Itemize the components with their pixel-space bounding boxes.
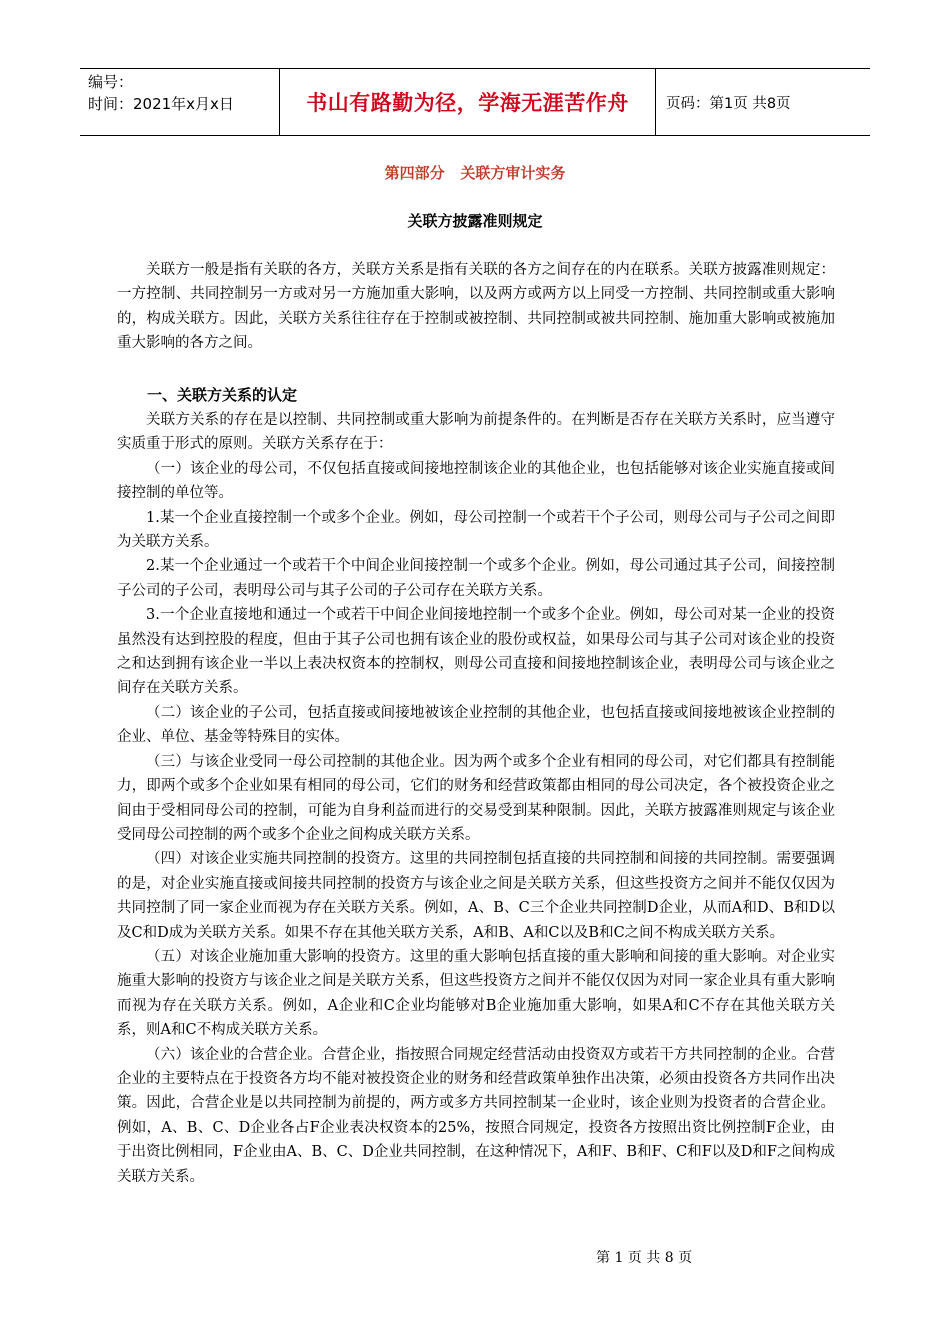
header-motto-cell — [280, 69, 656, 135]
intro-block — [117, 258, 835, 356]
header-meta — [80, 69, 280, 135]
body-paragraph: 2.某一个企业通过一个或若干个中间企业间接控制一个或多个企业。例如，母公司通过其子公司，间接控制子公司的子公司，表明母公司与其子公司的子公司存在关联方关系。 — [117, 558, 835, 599]
page-header — [80, 68, 870, 136]
body-paragraph: （四）对该企业实施共同控制的投资方。这里的共同控制包括直接的共同控制和间接的共同控制。需要强调的是，对企业实施直接或间接共同控制的投资方与该企业之间是关联方关系，但这些投资方之间并不能仅仅因为共同控制了同一家企业而视为存在关联方关系。例如，A、B、C三个企业共同控制D企业，从而A和D、B和D以及C和D成为关联方关系。如果不存在其他关联方关系，A和B、A和C以及B和C之间不构成关联方关系。 — [117, 851, 835, 941]
intro-paragraph: 关联方一般是指有关联的各方，关联方关系是指有关联的各方之间存在的内在联系。关联方披露准则规定：一方控制、共同控制另一方或对另一方施加重大影响，以及两方或两方以上同受一方控制、共同控制或重大影响的，构成关联方。因此，关联方关系往往存在于控制或被控制、共同控制或被共同控制、施加重大影响或被施加重大影响的各方之间。 — [117, 262, 835, 352]
section-title: 关联方披露准则规定 — [407, 212, 543, 230]
header-page-info-cell — [656, 69, 870, 135]
body-paragraph: （一）该企业的母公司，不仅包括直接或间接地控制该企业的其他企业，也包括能够对该企业实施直接或间接控制的单位等。 — [117, 460, 835, 502]
body-paragraph: （六）该企业的合营企业。合营企业，指按照合同规定经营活动由投资双方或若干方共同控制的企业。合营企业的主要特点在于投资各方均不能对被投资企业的财务和经营政策单独作出决策，必须由投资各方共同作出决策。因此，合营企业是以共同控制为前提的，两方或多方共同控制某一企业时，该企业则为投资者的合营企业。例如，A、B、C、D企业各占F企业表决权资本的25%，按照合同规定，投资各方按照出资比例控制F企业，由于出资比例相同，F企业由A、B、C、D企业共同控制，在这种情况下，A和F、B和F、C和F以及D和F之间构成关联方关系。 — [117, 1046, 835, 1185]
section-block — [117, 382, 835, 1189]
body-paragraph: （五）对该企业施加重大影响的投资方。这里的重大影响包括直接的重大影响和间接的重大影响。对企业实施重大影响的投资方与该企业之间是关联方关系，但这些投资方之间并不能仅仅因为对同一家企业具有重大影响而视为存在关联方关系。例如，A企业和C企业均能够对B企业施加重大影响，如果A和C不存在其他关联方关系，则A和C不构成关联方关系。 — [117, 948, 835, 1039]
body-paragraph: （三）与该企业受同一母公司控制的其他企业。因为两个或多个企业有相同的母公司，对它们都具有控制能力，即两个或多个企业如果有相同的母公司，它们的财务和经营政策都由相同的母公司决定，各个被投资企业之间由于受相同母公司的控制，可能为自身利益而进行的交易受到某种限制。因此，关联方披露准则规定与该企业受同母公司控制的两个或多个企业之间构成关联方关系。 — [117, 753, 835, 843]
document-number-label: 编号： — [88, 73, 134, 91]
body-paragraph: 3.一个企业直接地和通过一个或若干中间企业间接地控制一个或多个企业。例如，母公司对某一企业的投资虽然没有达到控股的程度，但由于其子公司也拥有该企业的股份或权益，如果母公司与其子公司对该企业的投资之和达到拥有该企业一半以上表决权资本的控制权，则母公司直接和间接地控制该企业，表明母公司与该企业之间存在关联方关系。 — [117, 607, 835, 697]
body-paragraph: 1.某一个企业直接控制一个或多个企业。例如，母公司控制一个或若干个子公司，则母公司与子公司之间即为关联方关系。 — [117, 509, 835, 551]
section-heading: 一、关联方关系的认定 — [147, 386, 298, 404]
document-date: 时间：2021年x月x日 — [88, 95, 234, 113]
body-paragraph: 关联方关系的存在是以控制、共同控制或重大影响为前提条件的。在判断是否存在关联方关系时，应当遵守实质重于形式的原则。关联方关系存在于： — [117, 412, 835, 453]
page-footer: 第 1 页 共 8 页 — [596, 1250, 693, 1266]
body-paragraph: （二）该企业的子公司，包括直接或间接地被该企业控制的其他企业，也包括直接或间接地被该企业控制的企业、单位、基金等特殊目的实体。 — [117, 704, 835, 746]
header-page-info: 页码：第1页 共8页 — [666, 95, 791, 112]
part-title: 第四部分 关联方审计实务 — [384, 164, 566, 182]
header-motto: 书山有路勤为径，学海无涯苦作舟 — [306, 91, 629, 115]
